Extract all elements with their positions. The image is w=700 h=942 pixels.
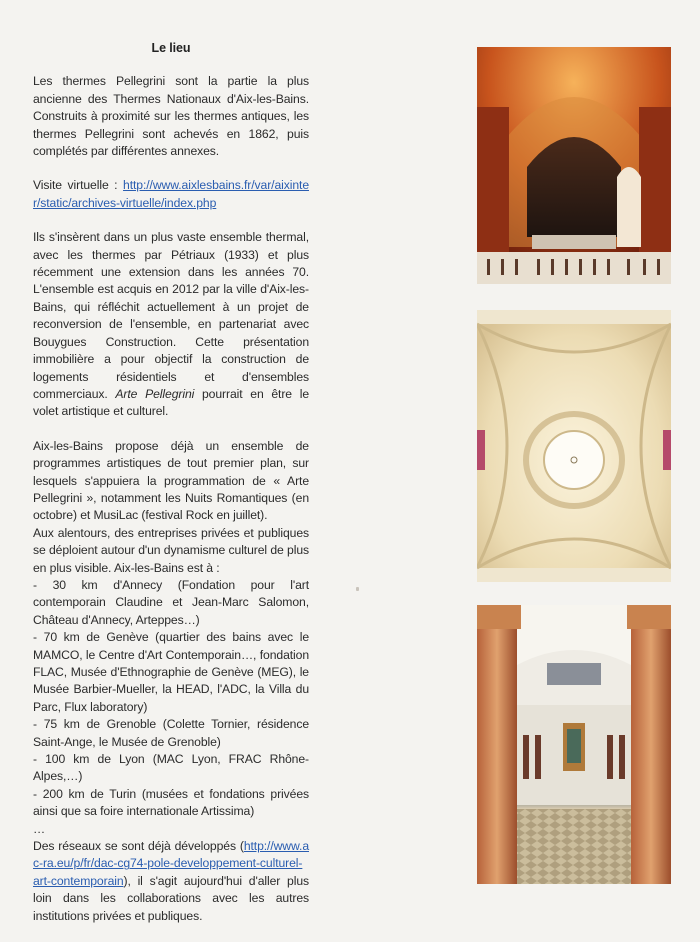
- photo-columned-hall: [477, 605, 671, 884]
- distance-item: …: [33, 821, 46, 836]
- ensemble-text-end: pourrait en être le volet artistique et culturel.: [33, 386, 310, 419]
- paragraph-surroundings: Aux alentours, des entreprises privées et publiques se déploient autour d'un dynamisme culturel de plus en plus visible. Aix-les-Bains est à :: [33, 525, 309, 575]
- section-heading: Le lieu: [151, 41, 191, 55]
- distance-item: - 75 km de Grenoble (Colette Tornier, résidence Saint-Ange, le Musée de Grenoble): [33, 717, 309, 749]
- arte-pellegrini-em: Arte Pellegrini: [115, 386, 195, 401]
- vaulted-hall-image: [477, 47, 671, 284]
- text-column: [33, 40, 309, 942]
- photo-vaulted-hall: [477, 47, 671, 284]
- paragraph-networks: [33, 838, 309, 925]
- photo-dome-ceiling: [477, 310, 671, 582]
- networks-text-end: ), il s'agit aujourd'hui d'aller plus loin dans les collaborations avec les autres institutions privées et publiques.: [33, 873, 309, 923]
- paragraph-history: Les thermes Pellegrini sont la partie la plus ancienne des Thermes Nationaux d'Aix-les-Bains. Construits à proximité sur les thermes antiques, les thermes Pellegrini sont achevés en 1862, puis complétés par différentes annexes.: [33, 74, 309, 159]
- dome-ceiling-image: [477, 310, 671, 582]
- distance-item: - 200 km de Turin (musées et fondations privées ainsi que sa foire internationale Artissima): [33, 786, 309, 819]
- networks-link[interactable]: http://www.ac-ra.eu/p/fr/dac-cg74-pole-developpement-culturel-art-contemporain: [33, 839, 309, 888]
- distance-list: [33, 577, 309, 838]
- paragraph-virtual-visit: [33, 177, 309, 212]
- distance-item: - 70 km de Genève (quartier des bains avec le MAMCO, le Centre d'Art Contemporain…, fondation FLAC, Musée d'Ethnographie de Genève (MEG), le Musée Barbier-Mueller, la HEAD, l'ADC, la Villa du Parc, Flux laboratory): [33, 630, 309, 714]
- print-speck: [356, 587, 359, 591]
- distance-item: - 100 km de Lyon (MAC Lyon, FRAC Rhône- Alpes,…): [33, 752, 309, 784]
- paragraph-ensemble: [33, 229, 309, 420]
- paragraph-programmes: Aix-les-Bains propose déjà un ensemble de programmes artistiques de tout premier plan, sur lesquels s'appuiera la programmation de « Arte Pellegrini », notamment les Nuits Romantiques (en octobre) et MusiLac (festival Rock en juillet).: [33, 438, 309, 523]
- columned-hall-image: [477, 605, 671, 884]
- networks-text: Des réseaux se sont déjà développés (: [33, 839, 244, 854]
- virtual-visit-label: Visite virtuelle :: [33, 178, 124, 193]
- distance-item: - 30 km d'Annecy (Fondation pour l'art contemporain Claudine et Jean-Marc Salomon, Château d'Annecy, Arteppes…): [33, 577, 309, 627]
- ensemble-text: Ils s'insèrent dans un plus vaste ensemble thermal, avec les thermes par Pétriaux (1933) et plus récemment une extension dans les années 70. L'ensemble est acquis en 2012 par la ville d'Aix-les-Bains, qui réfléchit actuellement à un projet de reconversion de l'ensemble, en partenariat avec Bouygues Construction. Cette présentation immobilière a pour objectif la construction de logements résidentiels et d'ensembles commerciaux.: [33, 230, 309, 401]
- virtual-visit-link[interactable]: http://www.aixlesbains.fr/var/aixinter/static/archives-virtuelle/index.php: [33, 178, 309, 210]
